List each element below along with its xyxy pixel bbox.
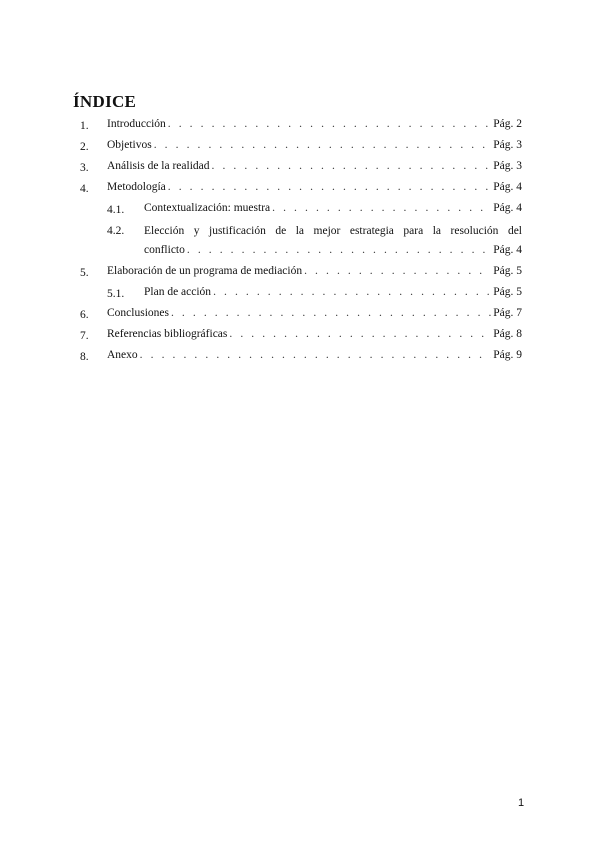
toc-entry-number: 7. bbox=[80, 330, 89, 342]
toc-leader-dots bbox=[168, 118, 491, 130]
toc-entry-number: 6. bbox=[80, 309, 89, 321]
toc-leader-dots bbox=[168, 181, 491, 193]
toc-entry-page: Pág. 5 bbox=[493, 286, 522, 298]
toc-entry-number: 2. bbox=[80, 141, 89, 153]
toc-entry-number: 4. bbox=[80, 183, 89, 195]
toc-leader-dots bbox=[272, 202, 491, 214]
toc-entry-label: Contextualización: muestra bbox=[144, 202, 271, 214]
toc-entry-label: Referencias bibliográficas bbox=[107, 328, 228, 340]
page-number: 1 bbox=[518, 797, 525, 809]
toc-title: ÍNDICE bbox=[73, 92, 137, 111]
toc-entry-page: Pág. 8 bbox=[493, 328, 522, 340]
toc-leader-dots bbox=[229, 328, 491, 340]
toc-entry-label-line1: Elección y justificación de la mejor estrategia para la resolución del bbox=[144, 225, 522, 237]
toc-leader-dots bbox=[187, 244, 491, 256]
toc-entry-page: Pág. 2 bbox=[493, 118, 522, 130]
toc-leader-dots bbox=[140, 349, 492, 361]
toc-entry-number: 8. bbox=[80, 351, 89, 363]
toc-leader-dots bbox=[154, 139, 492, 151]
toc-entry-label: Metodología bbox=[107, 181, 166, 193]
toc-entry-label: Análisis de la realidad bbox=[107, 160, 210, 172]
toc-leader-dots bbox=[304, 265, 491, 277]
toc-entry-page: Pág. 3 bbox=[493, 160, 522, 172]
toc-entry-number: 4.2. bbox=[107, 225, 125, 237]
toc-entry-number: 5.1. bbox=[107, 288, 125, 300]
toc-entry-page: Pág. 4 bbox=[493, 244, 522, 256]
toc-entry-page: Pág. 9 bbox=[493, 349, 522, 361]
toc-entry-page: Pág. 5 bbox=[493, 265, 522, 277]
toc-entry-page: Pág. 3 bbox=[493, 139, 522, 151]
toc-entry-page: Pág. 7 bbox=[493, 307, 522, 319]
toc-entry-label: Plan de acción bbox=[144, 286, 212, 298]
toc-leader-dots bbox=[213, 286, 491, 298]
toc-entry-label: Conclusiones bbox=[107, 307, 169, 319]
toc-entry-label: Objetivos bbox=[107, 139, 152, 151]
toc-entry-label-line2: conflicto bbox=[144, 244, 185, 256]
toc-entry-number: 1. bbox=[80, 120, 89, 132]
toc-leader-dots bbox=[212, 160, 492, 172]
toc-entry-number: 4.1. bbox=[107, 204, 125, 216]
toc-entry-label: Anexo bbox=[107, 349, 138, 361]
toc-entry-number: 3. bbox=[80, 162, 89, 174]
toc-entry-number: 5. bbox=[80, 267, 89, 279]
toc-entry-label: Introducción bbox=[107, 118, 166, 130]
toc-entry-page: Pág. 4 bbox=[493, 202, 522, 214]
toc-entry-page: Pág. 4 bbox=[493, 181, 522, 193]
toc-entry-label: Elaboración de un programa de mediación bbox=[107, 265, 303, 277]
toc-leader-dots bbox=[171, 307, 491, 319]
